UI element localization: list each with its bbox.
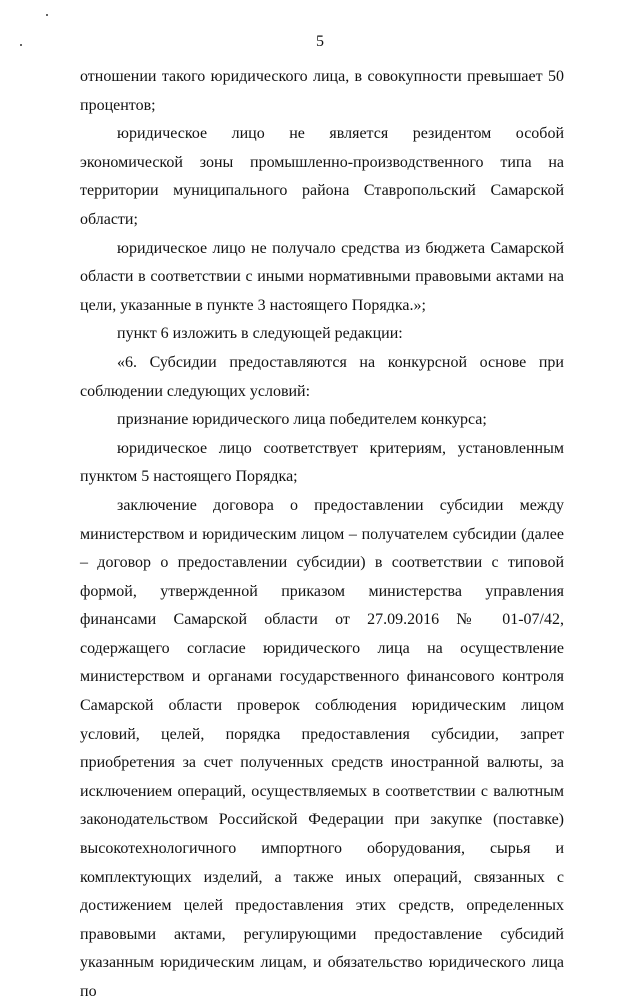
page-number: 5 [316,33,324,50]
paragraph: «6. Субсидии предоставляются на конкурсной основе при соблюдении следующих условий: [80,353,564,400]
paragraph: юридическое лицо не получало средства из бюджета Самарской области в соответствии с иными нормативными правовыми актами на цели, указанные в пункте 3 настоящего Порядка.»; [80,239,564,314]
paragraph: признание юридического лица победителем конкурса; [117,411,487,429]
paragraph-continuation: отношении такого юридического лица, в совокупности превышает 50 процентов; [80,68,564,114]
paragraph: заключение договора о предоставлении субсидии между министерством и юридическим лицом – получателем субсидии (далее – договор о предоставлении субсидии) в соответствии с типовой формой, утвержденной приказом министерства управления финансами Самарской области от 27.09.2016 № 01-07/42, содержащего согласие юридического лица на осуществление министерством и органами государственного финансового контроля Самарской области проверок соблюдения юридическим лицом условий, целей, порядка предоставления субсидии, запрет приобретения за счет полученных средств иностранной валюты, за исключением операций, осуществляемых в соответствии с валютным законодательством Российской Федерации при закупке (поставке) высокотехнологичного импортного оборудования, сырья и комплектующих изделий, а также иных операций, связанных с достижением целей предоставления этих средств, определенных правовыми актами, регулирующими предоставление субсидий указанным юридическим лицам, и обязательство юридического лица по [80,496,564,1000]
document-body [80,63,564,1007]
paragraph: пункт 6 изложить в следующей редакции: [117,325,403,343]
paragraph: юридическое лицо соответствует критериям, установленным пунктом 5 настоящего Порядка; [80,439,564,486]
paragraph: юридическое лицо не является резидентом особой экономической зоны промышленно-производственного типа на территории муниципального района Ставропольский Самарской области; [80,125,564,228]
scan-speck [46,14,48,16]
